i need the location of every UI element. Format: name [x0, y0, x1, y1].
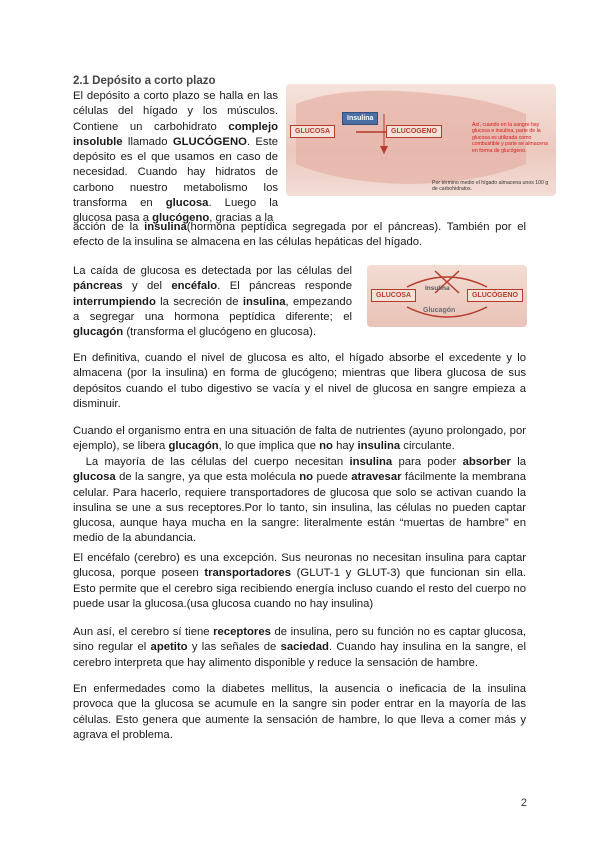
glucogeno-box: GLUCÓGENO — [467, 289, 523, 302]
glucagon-figure — [367, 265, 527, 327]
paragraph-receptores: Aun así, el cerebro sí tiene receptores de insulina, pero su función no es captar glucosa, sino regular el apetito y las señales de saciedad. Cuando hay insulina en la sangre, el cerebro interpreta que hay alimento disponible y reduce la sensación de hambre. — [73, 626, 526, 669]
insulina-label: Insulina — [425, 285, 450, 292]
glucogeno-box: GLUCOGENO — [386, 125, 442, 138]
paragraph-definitiva: En definitiva, cuando el nivel de glucosa es alto, el hígado absorbe el excedente y lo almacena (por la insulina) en forma de glucógeno; mientras que libera glucosa de sus depósitos cuando el tubo digestivo se vacía y el nivel de glucosa en sangre empieza a disminuir. — [73, 352, 526, 410]
glucosa-box: GLUCOSA — [371, 289, 416, 302]
insulina-label: Insulina — [342, 112, 378, 125]
paragraph-ayuno: Cuando el organismo entra en una situación de falta de nutrientes (ayuno prolongado, por ejemplo), se libera glucagón, lo que implica que no hay insulina circulante. — [73, 425, 526, 453]
paragraph-deposito: El depósito a corto plazo se halla en las células del hígado y los músculos. Contiene un carbohidrato complejo insoluble llamado GLUCÓGENO. Este depósito es el que usamos en caso de necesidad. Cuando hay hidratos de carbono nuestro metabolismo los transforma en glucosa. Luego la glucosa pasa a glucógeno, gracias a la — [73, 90, 278, 225]
section-heading: 2.1 Depósito a corto plazo — [73, 75, 216, 87]
paragraph-glucagon: La caída de glucosa es detectada por las células del páncreas y del encéfalo. El páncreas responde interrumpiendo la secreción de insulina, empezando a segregar una hormona peptídica diferente; el glucagón (transforma el glucógeno en glucosa). — [73, 265, 352, 339]
paragraph-deposito-cont: acción de la insulina(hormona peptídica segregada por el páncreas). También por el efecto de la insulina se almacena en las células hepáticas del hígado. — [73, 221, 526, 249]
page-number: 2 — [520, 797, 527, 809]
glucagon-label: Glucagón — [423, 307, 456, 314]
paragraph-celulas: La mayoría de las células del cuerpo necesitan insulina para poder absorber la glucosa de la sangre, ya que esta molécula no puede atravesar fácilmente la membrana celular. Para hacerlo, requiere transportadores de glucosa que solo se activan cuando la insulina se une a sus receptores.Por lo tanto, sin insulina, las células no pueden captar glucosa, aunque haya mucha en la sangre: literalmente están “muertas de hambre” en medio de la abundancia. — [73, 456, 526, 545]
liver-insulin-figure — [286, 84, 556, 196]
paragraph-diabetes: En enfermedades como la diabetes mellitus, la ausencia o ineficacia de la insulina provoca que la glucosa se acumule en la sangre sin poder entrar en la mayoría de las células. Esto genera que aumente la sensación de hambre, lo que lleva a comer más y agrava el problema. — [73, 683, 526, 741]
paragraph-encefalo: El encéfalo (cerebro) es una excepción. Sus neuronas no necesitan insulina para captar glucosa, porque poseen transportadores (GLUT-1 y GLUT-3) que funcionan sin ella. Esto permite que el cerebro siga recibiendo energía incluso cuando el resto del cuerpo no puede usar la glucosa.(usa glucosa cuando no hay insulina) — [73, 552, 526, 610]
figure-note-red: Así, cuando en la sangre hay glucosa e insulina, parte de la glucosa es utilizada como combustible y parte se almacena en forma de glucógeno. — [472, 122, 548, 154]
figure-note-dark: Por término medio el hígado almacena unos 100 g de carbohidratos. — [432, 180, 549, 193]
glucosa-box: GLUCOSA — [290, 125, 335, 138]
